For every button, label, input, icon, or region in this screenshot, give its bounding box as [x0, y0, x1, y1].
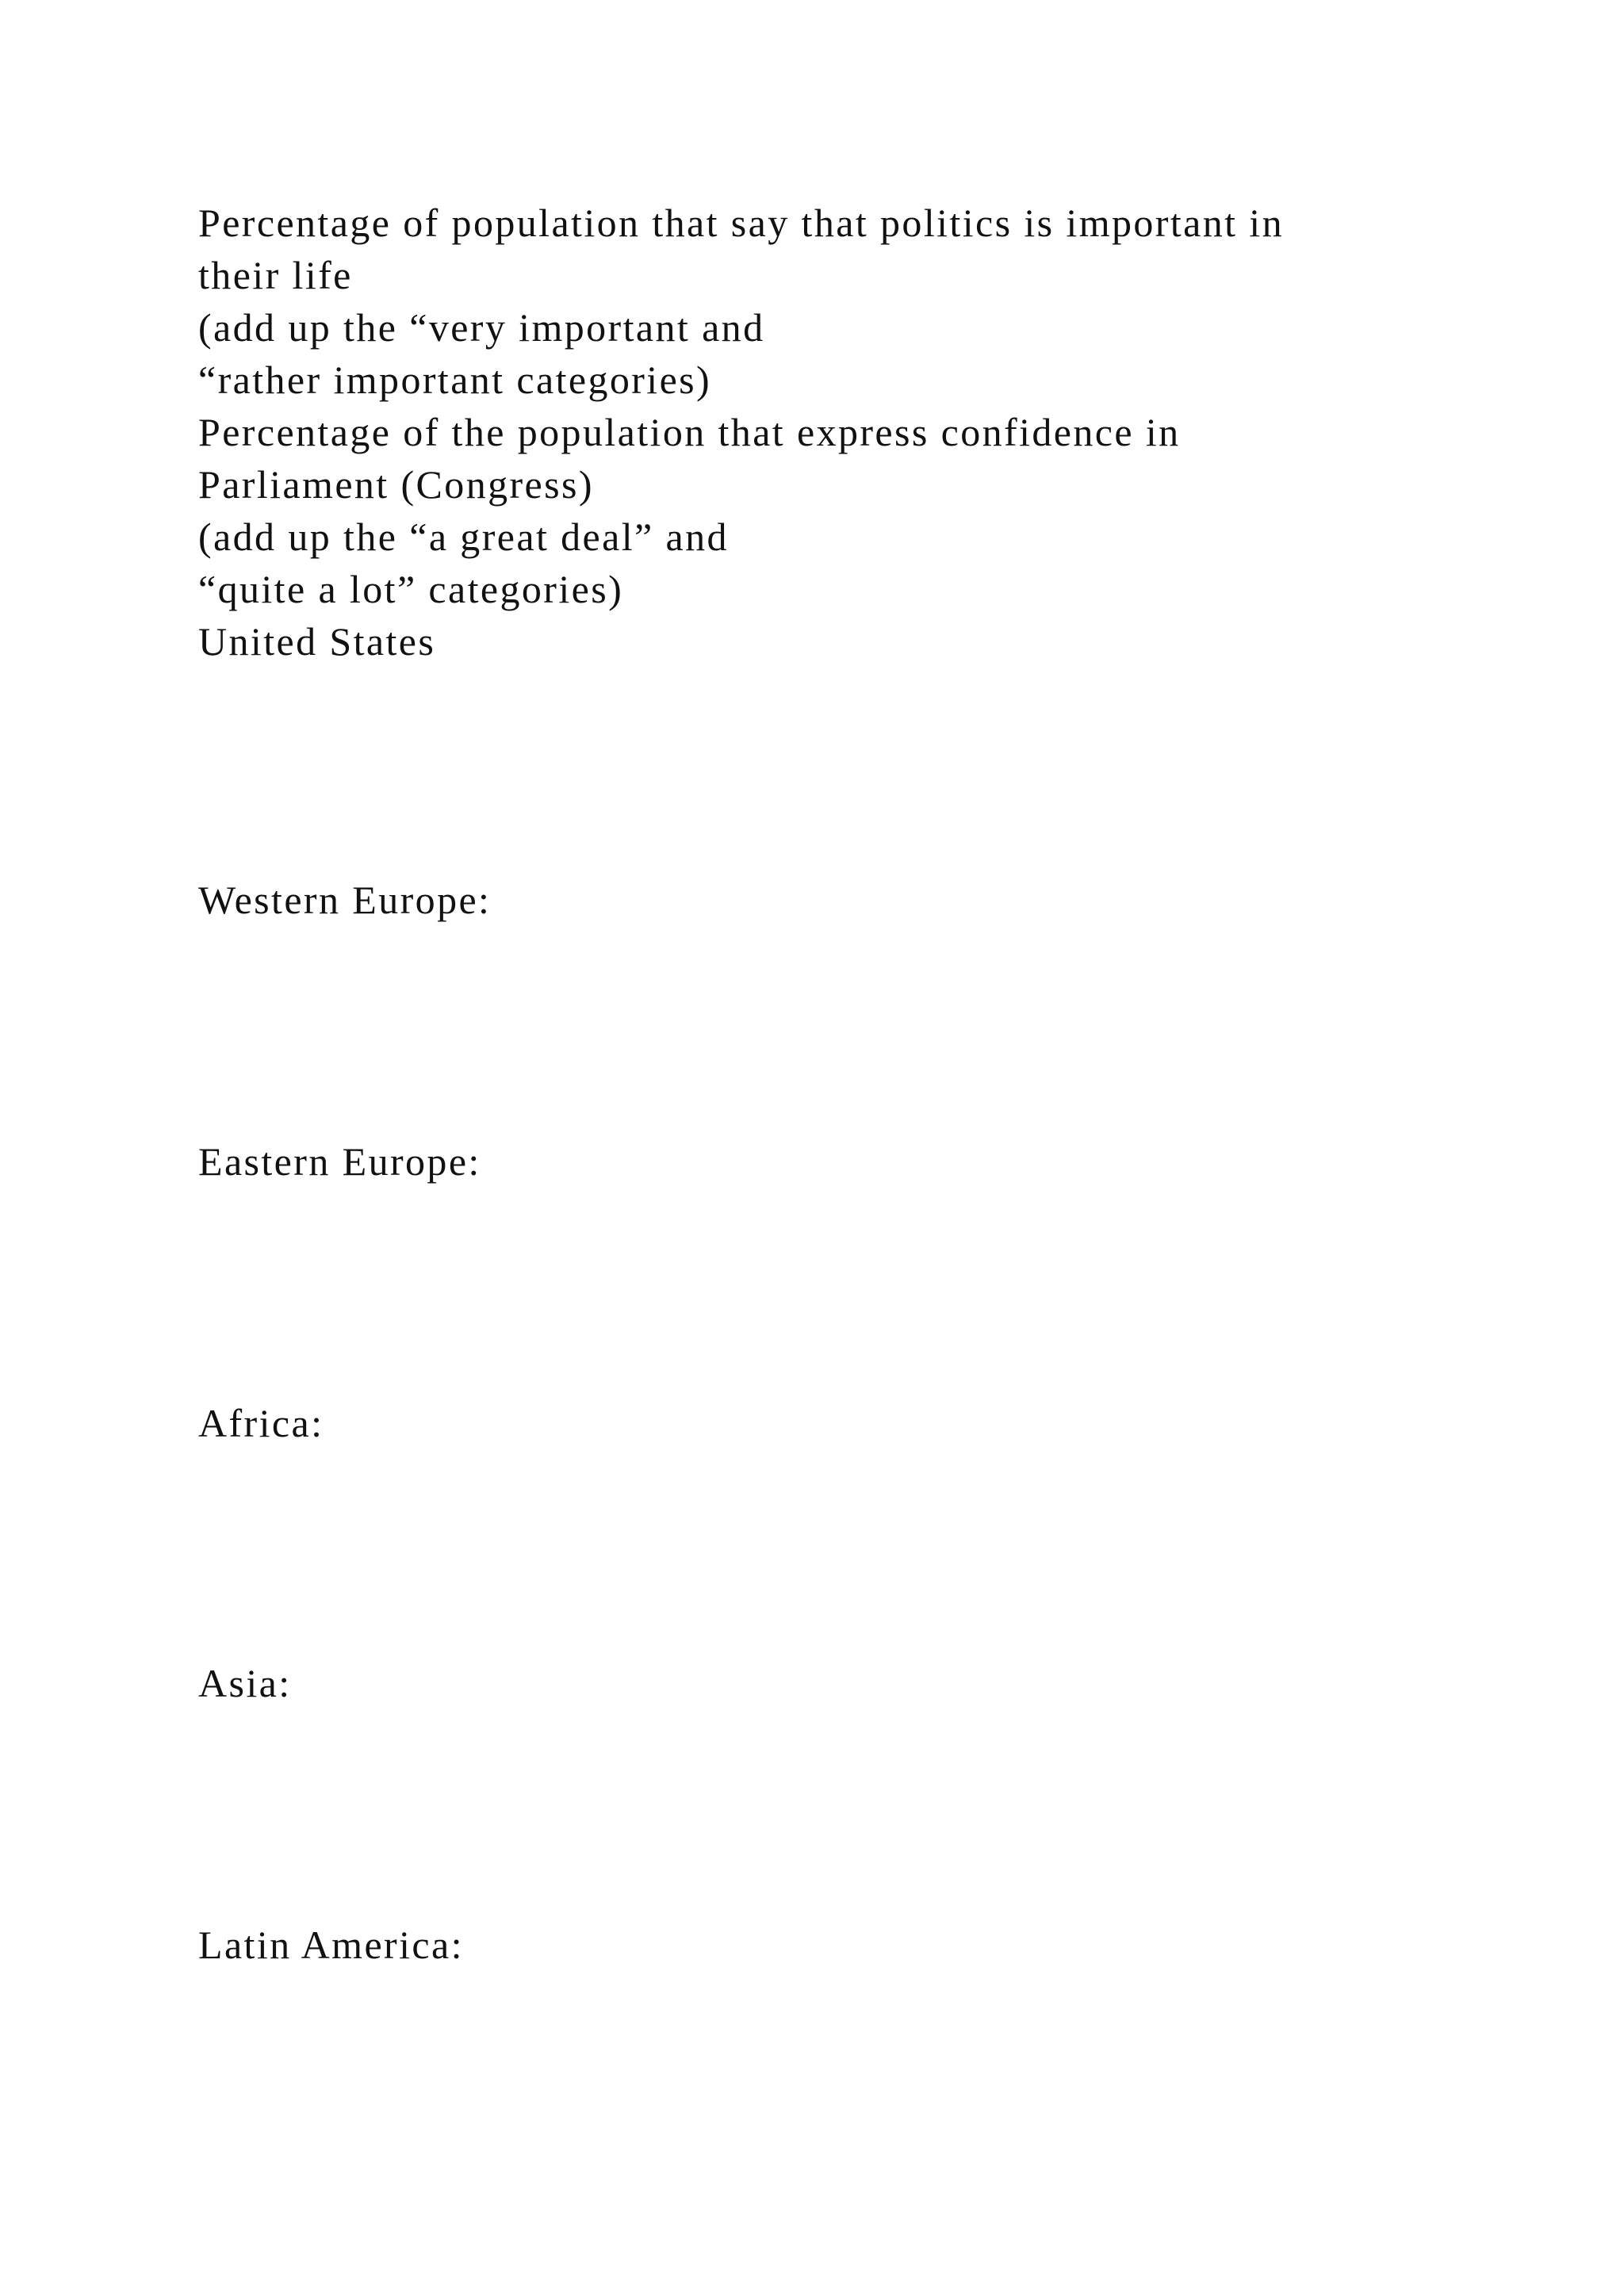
politics-instruction-line-1: (add up the “very important and [198, 305, 765, 350]
politics-importance-line-2: their life [198, 253, 353, 297]
politics-importance-line-1: Percentage of population that say that politics is important in [198, 201, 1284, 245]
worksheet-header [198, 197, 1507, 668]
parliament-instruction-line-1: (add up the “a great deal” and [198, 515, 729, 559]
parliament-instruction-line-2: “quite a lot” categories) [198, 567, 624, 611]
region-label-western-europe: Western Europe: [198, 878, 492, 922]
parliament-confidence-line-2: Parliament (Congress) [198, 462, 594, 507]
region-label-eastern-europe: Eastern Europe: [198, 1139, 481, 1184]
region-label-united-states: United States [198, 619, 436, 664]
region-label-africa: Africa: [198, 1401, 324, 1445]
politics-instruction-line-2: “rather important categories) [198, 358, 712, 402]
region-label-latin-america: Latin America: [198, 1923, 464, 1967]
parliament-confidence-line-1: Percentage of the population that express confidence in [198, 410, 1181, 454]
region-label-asia: Asia: [198, 1661, 292, 1705]
